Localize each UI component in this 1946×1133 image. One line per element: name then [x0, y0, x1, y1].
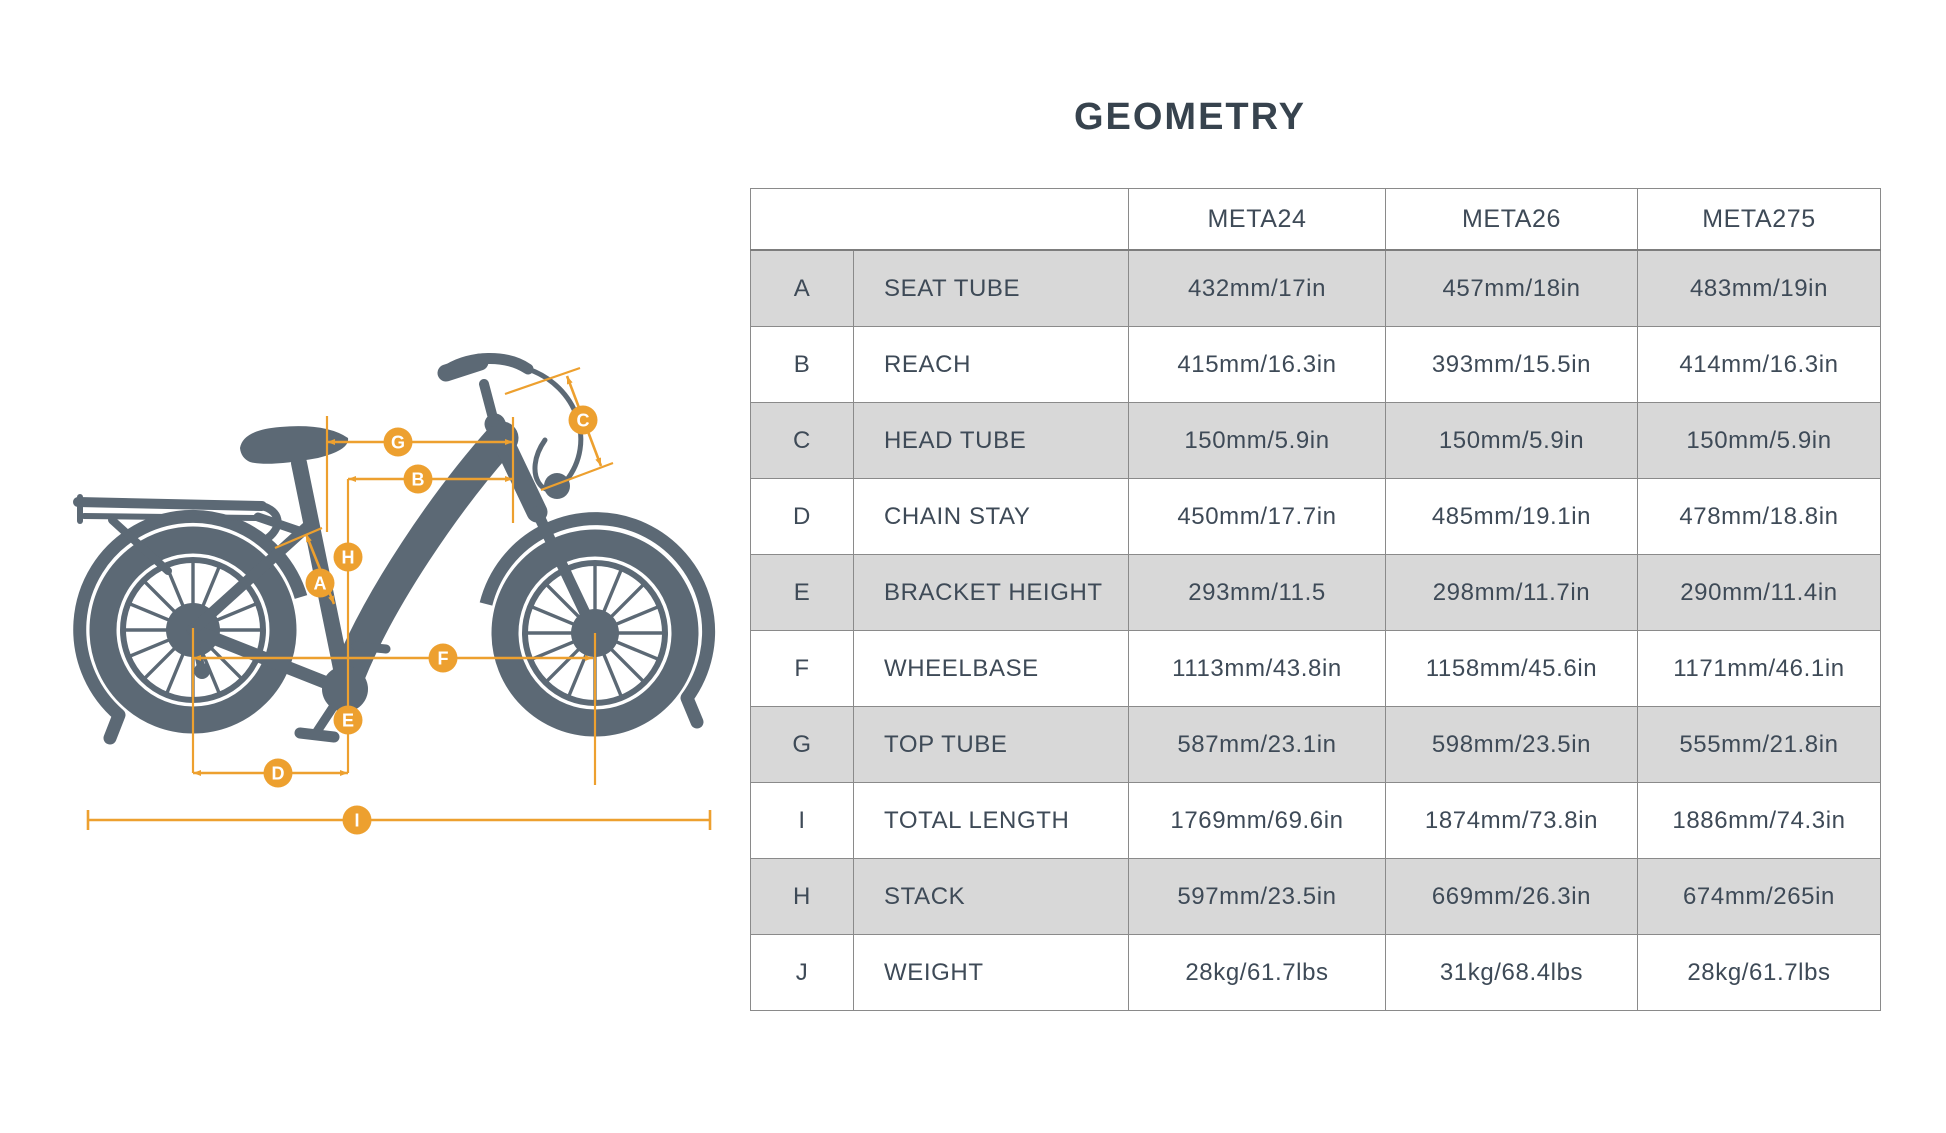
bike-diagram-svg [0, 270, 760, 850]
dimension-marker-f [429, 644, 458, 673]
row-key: F [751, 631, 854, 707]
row-value: 555mm/21.8in [1638, 707, 1881, 783]
row-value: 1171mm/46.1in [1638, 631, 1881, 707]
row-value: 298mm/11.7in [1386, 555, 1638, 631]
table-row [751, 707, 1881, 783]
row-value: 28kg/61.7lbs [1129, 935, 1386, 1011]
row-value: 1158mm/45.6in [1386, 631, 1638, 707]
row-key: J [751, 935, 854, 1011]
row-value: 290mm/11.4in [1638, 555, 1881, 631]
svg-text:F: F [437, 648, 449, 669]
svg-text:H: H [341, 547, 355, 568]
row-label: BRACKET HEIGHT [854, 555, 1129, 631]
row-value: 598mm/23.5in [1386, 707, 1638, 783]
bike-geometry-diagram [0, 270, 760, 850]
row-label: SEAT TUBE [854, 250, 1129, 327]
svg-text:C: C [576, 410, 590, 431]
table-row [751, 783, 1881, 859]
row-value: 674mm/265in [1638, 859, 1881, 935]
row-key: I [751, 783, 854, 859]
dimension-markers [264, 406, 598, 835]
row-label: CHAIN STAY [854, 479, 1129, 555]
row-key: H [751, 859, 854, 935]
dimension-marker-c [569, 406, 598, 435]
header-spacer-cell [751, 189, 1129, 251]
dimension-marker-h [334, 543, 363, 572]
headlight [544, 473, 570, 499]
row-value: 1874mm/73.8in [1386, 783, 1638, 859]
row-label: HEAD TUBE [854, 403, 1129, 479]
row-label: TOP TUBE [854, 707, 1129, 783]
row-key: E [751, 555, 854, 631]
row-label: WHEELBASE [854, 631, 1129, 707]
row-label: WEIGHT [854, 935, 1129, 1011]
geometry-table-body [751, 250, 1881, 1011]
column-header-meta24: META24 [1129, 189, 1386, 251]
row-key: B [751, 327, 854, 403]
row-value: 150mm/5.9in [1386, 403, 1638, 479]
svg-text:G: G [390, 432, 406, 453]
row-value: 1113mm/43.8in [1129, 631, 1386, 707]
column-header-meta26: META26 [1386, 189, 1638, 251]
row-key: G [751, 707, 854, 783]
row-label: TOTAL LENGTH [854, 783, 1129, 859]
table-row [751, 327, 1881, 403]
svg-text:A: A [313, 573, 327, 594]
saddle [240, 426, 348, 464]
row-value: 28kg/61.7lbs [1638, 935, 1881, 1011]
row-value: 432mm/17in [1129, 250, 1386, 327]
dimension-marker-b [404, 465, 433, 494]
dimension-marker-g [384, 428, 413, 457]
row-value: 597mm/23.5in [1129, 859, 1386, 935]
bike-silhouette [78, 358, 709, 738]
row-value: 150mm/5.9in [1129, 403, 1386, 479]
page-title: GEOMETRY [1073, 96, 1307, 138]
svg-text:I: I [354, 810, 360, 831]
row-value: 293mm/11.5 [1129, 555, 1386, 631]
row-label: STACK [854, 859, 1129, 935]
row-value: 450mm/17.7in [1129, 479, 1386, 555]
dimension-marker-d [264, 759, 293, 788]
table-row [751, 403, 1881, 479]
row-key: D [751, 479, 854, 555]
table-row [751, 555, 1881, 631]
row-label: REACH [854, 327, 1129, 403]
row-value: 587mm/23.1in [1129, 707, 1386, 783]
row-value: 1769mm/69.6in [1129, 783, 1386, 859]
table-header-row [751, 189, 1881, 251]
row-value: 483mm/19in [1638, 250, 1881, 327]
row-value: 414mm/16.3in [1638, 327, 1881, 403]
row-key: A [751, 250, 854, 327]
svg-text:E: E [341, 710, 355, 731]
row-value: 478mm/18.8in [1638, 479, 1881, 555]
row-value: 150mm/5.9in [1638, 403, 1881, 479]
row-value: 393mm/15.5in [1386, 327, 1638, 403]
table-row [751, 631, 1881, 707]
table-row [751, 250, 1881, 327]
dimension-marker-i [343, 806, 372, 835]
table-row [751, 479, 1881, 555]
table-row [751, 859, 1881, 935]
dimension-marker-a [306, 569, 335, 598]
column-header-meta275: META275 [1638, 189, 1881, 251]
row-value: 31kg/68.4lbs [1386, 935, 1638, 1011]
table-row [751, 935, 1881, 1011]
row-key: C [751, 403, 854, 479]
dimension-marker-e [334, 706, 363, 735]
row-value: 415mm/16.3in [1129, 327, 1386, 403]
row-value: 485mm/19.1in [1386, 479, 1638, 555]
row-value: 457mm/18in [1386, 250, 1638, 327]
row-value: 1886mm/74.3in [1638, 783, 1881, 859]
row-value: 669mm/26.3in [1386, 859, 1638, 935]
svg-text:D: D [271, 763, 285, 784]
geometry-table [750, 188, 1881, 1011]
svg-text:B: B [411, 469, 425, 490]
